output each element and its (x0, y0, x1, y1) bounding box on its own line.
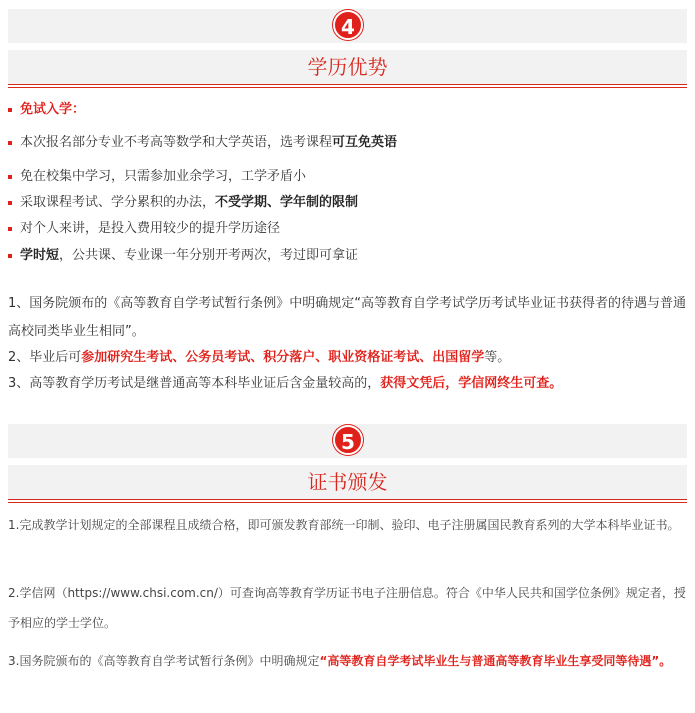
bullet-marker-icon (8, 175, 12, 179)
advantage-point-1: 1、国务院颁布的《高等教育自学考试暂行条例》中明确规定“高等教育自学考试学历考试毕业证书获得者的待遇与普通高校同类毕业生相同”。 (8, 296, 687, 339)
certificate-item-2: 2.学信网（https://www.chsi.com.cn/）可查询高等教育学历证书电子注册信息。符合《中华人民共和国学位条例》规定者，授予相应的学士学位。 (8, 586, 686, 630)
bullet-item: 采取课程考试、学分累积的办法，不受学期、学年制的限制 (8, 191, 358, 210)
section-5-rule-top (8, 499, 687, 500)
bullet-marker-icon (8, 141, 12, 145)
bullet-marker-icon (8, 201, 12, 205)
bullet-marker-icon (8, 108, 12, 112)
bullet-marker-icon (8, 254, 12, 258)
section-4-number-badge: 4 (333, 10, 363, 40)
bullet-item: 本次报名部分专业不考高等数学和大学英语，选考课程可互免英语 (8, 131, 397, 150)
section-5-rule-bottom (8, 502, 687, 503)
advantage-point-3: 3、高等教育学历考试是继普通高等本科毕业证后含金量较高的，获得文凭后，学信网终生可查。 (8, 376, 563, 391)
section-4-title: 学历优势 (8, 50, 687, 84)
bullet-marker-icon (8, 227, 12, 231)
certificate-item-1: 1.完成教学计划规定的全部课程且成绩合格，即可颁发教育部统一印制、验印、电子注册属国民教育系列的大学本科毕业证书。 (8, 518, 680, 532)
bullet-item: 对个人来讲，是投入费用较少的提升学历途径 (8, 217, 280, 236)
section-5-title: 证书颁发 (8, 465, 687, 499)
advantage-point-2: 2、毕业后可参加研究生考试、公务员考试、积分落户、职业资格证考试、出国留学等。 (8, 350, 511, 365)
bullet-item: 免试入学： (8, 98, 85, 117)
bullet-item: 免在校集中学习，只需参加业余学习，工学矛盾小 (8, 165, 306, 184)
certificate-item-3: 3.国务院颁布的《高等教育自学考试暂行条例》中明确规定“高等教育自学考试毕业生与普通高等教育毕业生享受同等待遇”。 (8, 654, 672, 668)
bullet-item: 学时短，公共课、专业课一年分别开考两次，考过即可拿证 (8, 244, 358, 263)
section-4-rule-top (8, 84, 687, 85)
section-4-rule-bottom (8, 87, 687, 88)
section-5-number-badge: 5 (333, 425, 363, 455)
